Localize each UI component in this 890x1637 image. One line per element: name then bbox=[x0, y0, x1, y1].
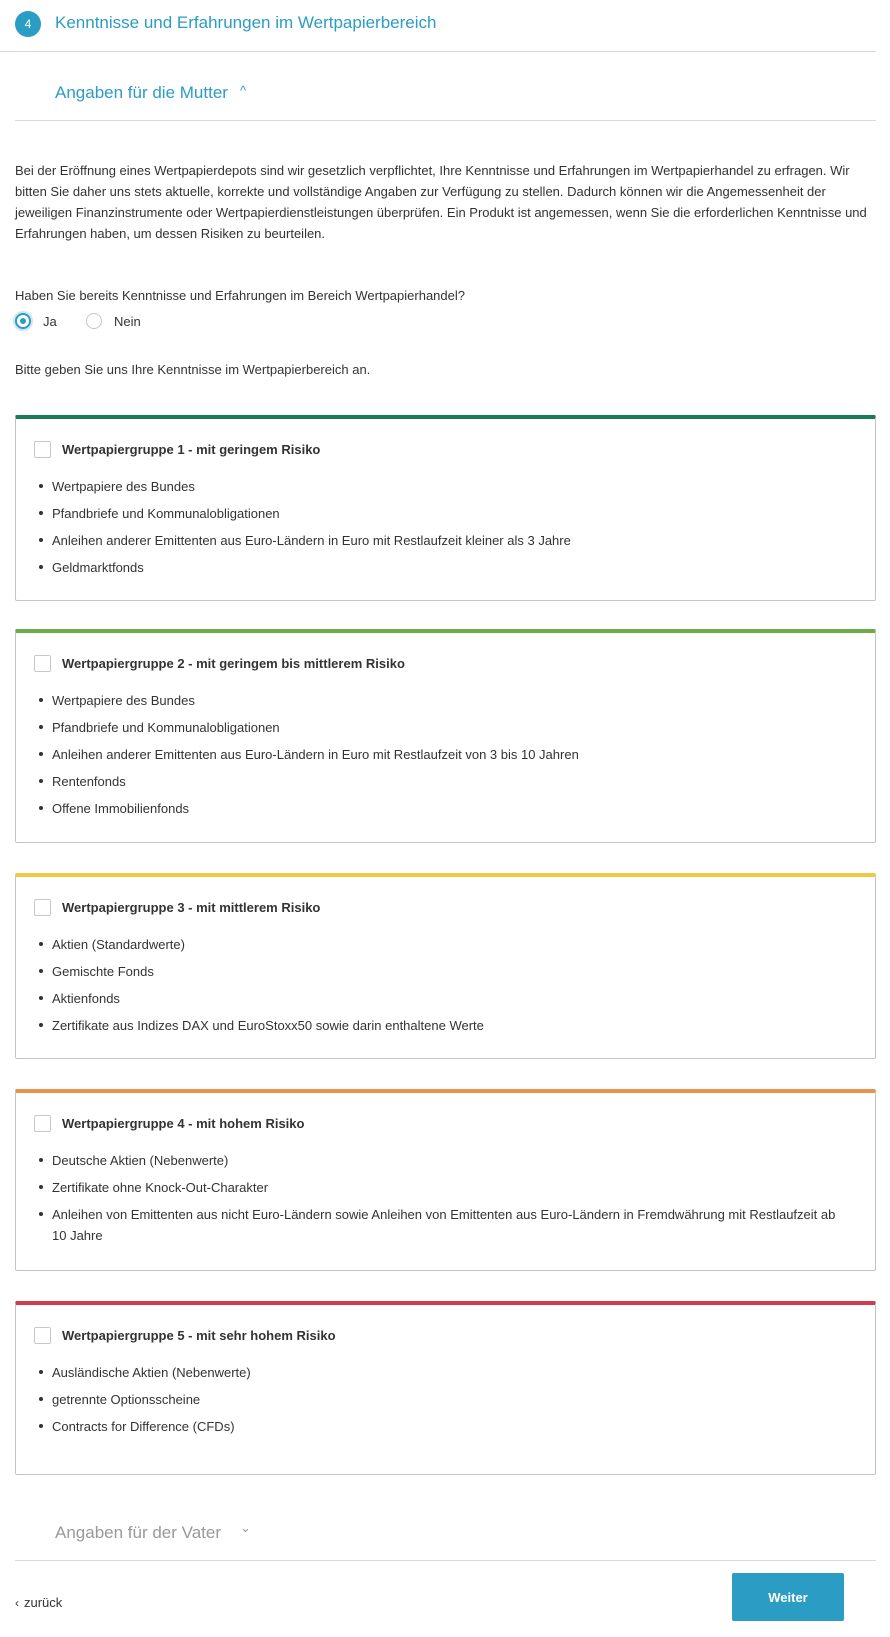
security-group-4 bbox=[15, 1089, 876, 1271]
radio-ja[interactable] bbox=[15, 313, 57, 329]
list-item: Zertifikate ohne Knock-Out-Charakter bbox=[38, 1177, 838, 1198]
security-group-1 bbox=[15, 415, 876, 601]
group-4-header bbox=[34, 1115, 304, 1132]
back-label: zurück bbox=[24, 1595, 63, 1610]
list-item: Rentenfonds bbox=[38, 771, 838, 792]
group-3-header bbox=[34, 899, 320, 916]
group-2-checkbox[interactable] bbox=[34, 655, 51, 672]
step-number-badge: 4 bbox=[15, 11, 41, 37]
hint-text: Bitte geben Sie uns Ihre Kenntnisse im Wertpapierbereich an. bbox=[15, 362, 371, 377]
group-3-list bbox=[38, 934, 838, 1042]
back-link[interactable] bbox=[15, 1595, 62, 1610]
group-1-checkbox[interactable] bbox=[34, 441, 51, 458]
list-item: Contracts for Difference (CFDs) bbox=[38, 1416, 838, 1437]
list-item: Pfandbriefe und Kommunalobligationen bbox=[38, 717, 838, 738]
accordion-father-header[interactable] bbox=[15, 1503, 876, 1561]
list-item: Zertifikate aus Indizes DAX und EuroStoxx50 sowie darin enthaltene Werte bbox=[38, 1015, 838, 1036]
group-1-title: Wertpapiergruppe 1 - mit geringem Risiko bbox=[62, 442, 321, 457]
chevron-up-icon: ^ bbox=[240, 83, 247, 98]
list-item: Pfandbriefe und Kommunalobligationen bbox=[38, 503, 838, 524]
list-item: Geldmarktfonds bbox=[38, 557, 838, 578]
chevron-down-icon: ⌄ bbox=[240, 1520, 251, 1535]
list-item: Aktien (Standardwerte) bbox=[38, 934, 838, 955]
list-item: Wertpapiere des Bundes bbox=[38, 690, 838, 711]
list-item: Gemischte Fonds bbox=[38, 961, 838, 982]
step-title: Kenntnisse und Erfahrungen im Wertpapierbereich bbox=[55, 13, 437, 32]
list-item: Anleihen anderer Emittenten aus Euro-Ländern in Euro mit Restlaufzeit kleiner als 3 Jahre bbox=[38, 530, 838, 551]
list-item: Offene Immobilienfonds bbox=[38, 798, 838, 819]
security-group-3 bbox=[15, 873, 876, 1059]
security-group-2 bbox=[15, 629, 876, 843]
accordion-mother-label: Angaben für die Mutter bbox=[55, 83, 228, 102]
list-item: Wertpapiere des Bundes bbox=[38, 476, 838, 497]
list-item: getrennte Optionsscheine bbox=[38, 1389, 838, 1410]
next-button[interactable]: Weiter bbox=[732, 1573, 844, 1621]
list-item: Anleihen anderer Emittenten aus Euro-Ländern in Euro mit Restlaufzeit von 3 bis 10 Jahren bbox=[38, 744, 838, 765]
group-5-list bbox=[38, 1362, 838, 1443]
intro-text: Bei der Eröffnung eines Wertpapierdepots sind wir gesetzlich verpflichtet, Ihre Kenntnisse und Erfahrungen im Wertpapierhandel zu erfragen. Wir bitten Sie daher uns stets aktuelle, korrekte und vollständige Angaben zur Verfügung zu stellen. Dadurch können wir die Angemessenheit der jeweiligen Finanzinstrumente oder Wertpapierdienstleistungen überprüfen. Ein Produkt ist angemessen, wenn Sie die erforderlichen Kenntnisse und Erfahrungen haben, um dessen Risiken zu beurteilen. bbox=[15, 163, 867, 241]
security-group-5 bbox=[15, 1301, 876, 1475]
radio-nein-circle[interactable] bbox=[86, 313, 102, 329]
group-3-title: Wertpapiergruppe 3 - mit mittlerem Risiko bbox=[62, 900, 321, 915]
group-5-checkbox[interactable] bbox=[34, 1327, 51, 1344]
group-2-list bbox=[38, 690, 838, 825]
list-item: Aktienfonds bbox=[38, 988, 838, 1009]
radio-ja-label: Ja bbox=[43, 313, 57, 329]
group-2-title: Wertpapiergruppe 2 - mit geringem bis mittlerem Risiko bbox=[62, 656, 405, 671]
group-5-header bbox=[34, 1327, 336, 1344]
list-item: Ausländische Aktien (Nebenwerte) bbox=[38, 1362, 838, 1383]
chevron-left-icon: ‹ bbox=[15, 1596, 19, 1610]
group-1-header bbox=[34, 441, 320, 458]
radio-ja-circle[interactable] bbox=[15, 313, 31, 329]
accordion-mother-header[interactable] bbox=[15, 63, 876, 121]
experience-question: Haben Sie bereits Kenntnisse und Erfahrungen im Bereich Wertpapierhandel? bbox=[15, 288, 465, 303]
group-4-list bbox=[38, 1150, 838, 1252]
group-4-title: Wertpapiergruppe 4 - mit hohem Risiko bbox=[62, 1116, 305, 1131]
step-header bbox=[0, 0, 876, 52]
accordion-father-label: Angaben für der Vater bbox=[55, 1523, 222, 1542]
radio-nein-label: Nein bbox=[114, 313, 141, 329]
list-item: Anleihen von Emittenten aus nicht Euro-Ländern sowie Anleihen von Emittenten aus Euro-Ländern in Fremdwährung mit Restlaufzeit ab 10 Jahre bbox=[38, 1204, 838, 1246]
group-3-checkbox[interactable] bbox=[34, 899, 51, 916]
group-4-checkbox[interactable] bbox=[34, 1115, 51, 1132]
group-1-list bbox=[38, 476, 838, 584]
group-5-title: Wertpapiergruppe 5 - mit sehr hohem Risiko bbox=[62, 1328, 336, 1343]
group-2-header bbox=[34, 655, 405, 672]
radio-nein[interactable] bbox=[86, 313, 141, 329]
list-item: Deutsche Aktien (Nebenwerte) bbox=[38, 1150, 838, 1171]
